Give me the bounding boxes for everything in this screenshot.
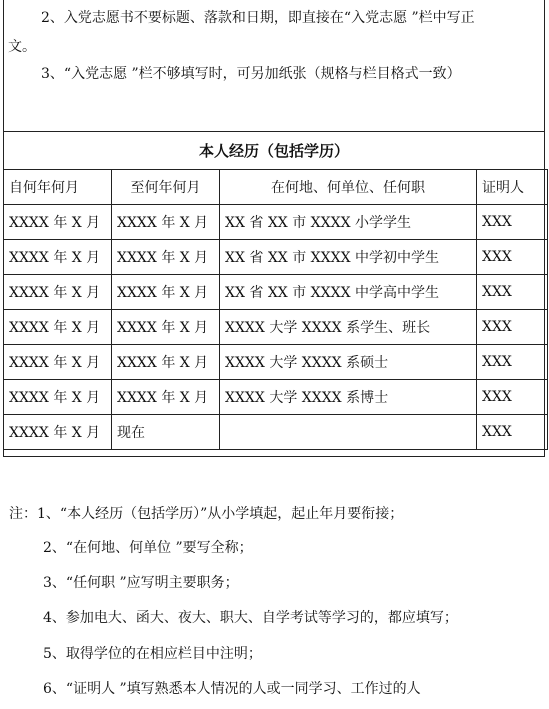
table-row xyxy=(4,415,548,450)
cell-witness: XXX xyxy=(477,240,548,275)
cell-from: XXXX 年 X 月 xyxy=(4,275,112,310)
cell-witness: XXX xyxy=(477,205,548,240)
section-title: 本人经历（包括学历） xyxy=(4,132,544,170)
cell-from: XXXX 年 X 月 xyxy=(4,240,112,275)
cell-from: XXXX 年 X 月 xyxy=(4,380,112,415)
cell-to: XXXX 年 X 月 xyxy=(112,310,220,345)
note-line-4: 4、参加电大、函大、夜大、职大、自学考试等学习的，都应填写； xyxy=(43,610,458,626)
cell-from: XXXX 年 X 月 xyxy=(4,415,112,450)
instructions-box xyxy=(4,0,544,132)
note-line-5: 5、取得学位的在相应栏目中注明； xyxy=(43,646,262,662)
cell-place: XX 省 XX 市 XXXX 小学学生 xyxy=(220,205,477,240)
cell-place xyxy=(220,415,477,450)
table-row xyxy=(4,275,548,310)
cell-to: XXXX 年 X 月 xyxy=(112,205,220,240)
cell-from: XXXX 年 X 月 xyxy=(4,310,112,345)
application-form-frame xyxy=(3,0,545,457)
cell-witness: XXX xyxy=(477,380,548,415)
cell-from: XXXX 年 X 月 xyxy=(4,345,112,380)
table-header-row xyxy=(4,170,548,205)
cell-witness: XXX xyxy=(477,310,548,345)
cell-witness: XXX xyxy=(477,415,548,450)
note-line-3: 3、“任何职 ”应写明主要职务； xyxy=(43,575,239,591)
cell-from: XXXX 年 X 月 xyxy=(4,205,112,240)
header-to-date: 至何年何月 xyxy=(112,170,220,205)
table-row xyxy=(4,240,548,275)
table-row xyxy=(4,345,548,380)
header-from-date: 自何年何月 xyxy=(4,170,112,205)
cell-place: XXXX 大学 XXXX 系博士 xyxy=(220,380,477,415)
instruction-line-3: 3、“入党志愿 ”栏不够填写时，可另加纸张（规格与栏目格式一致） xyxy=(41,66,461,82)
cell-place: XXXX 大学 XXXX 系硕士 xyxy=(220,345,477,380)
cell-to: 现在 xyxy=(112,415,220,450)
cell-to: XXXX 年 X 月 xyxy=(112,240,220,275)
note-line-6: 6、“证明人 ”填写熟悉本人情况的人或一同学习、工作过的人 xyxy=(43,681,421,697)
cell-to: XXXX 年 X 月 xyxy=(112,275,220,310)
instruction-line-2: 2、入党志愿书不要标题、落款和日期，即直接在“入党志愿 ”栏中写正 xyxy=(41,10,475,26)
table-row xyxy=(4,380,548,415)
cell-to: XXXX 年 X 月 xyxy=(112,345,220,380)
cell-place: XX 省 XX 市 XXXX 中学高中学生 xyxy=(220,275,477,310)
cell-witness: XXX xyxy=(477,275,548,310)
cell-place: XX 省 XX 市 XXXX 中学初中学生 xyxy=(220,240,477,275)
history-table xyxy=(3,169,548,450)
note-line-2: 2、“在何地、何单位 ”要写全称； xyxy=(43,540,253,556)
note-line-1: 注：1、“本人经历（包括学历）”从小学填起，起止年月要衔接； xyxy=(9,506,404,522)
instruction-line-2-continued: 文。 xyxy=(8,39,36,55)
table-row xyxy=(4,205,548,240)
header-place-unit-position: 在何地、何单位、任何职 xyxy=(220,170,477,205)
cell-to: XXXX 年 X 月 xyxy=(112,380,220,415)
cell-witness: XXX xyxy=(477,345,548,380)
cell-place: XXXX 大学 XXXX 系学生、班长 xyxy=(220,310,477,345)
table-row xyxy=(4,310,548,345)
header-witness: 证明人 xyxy=(477,170,548,205)
